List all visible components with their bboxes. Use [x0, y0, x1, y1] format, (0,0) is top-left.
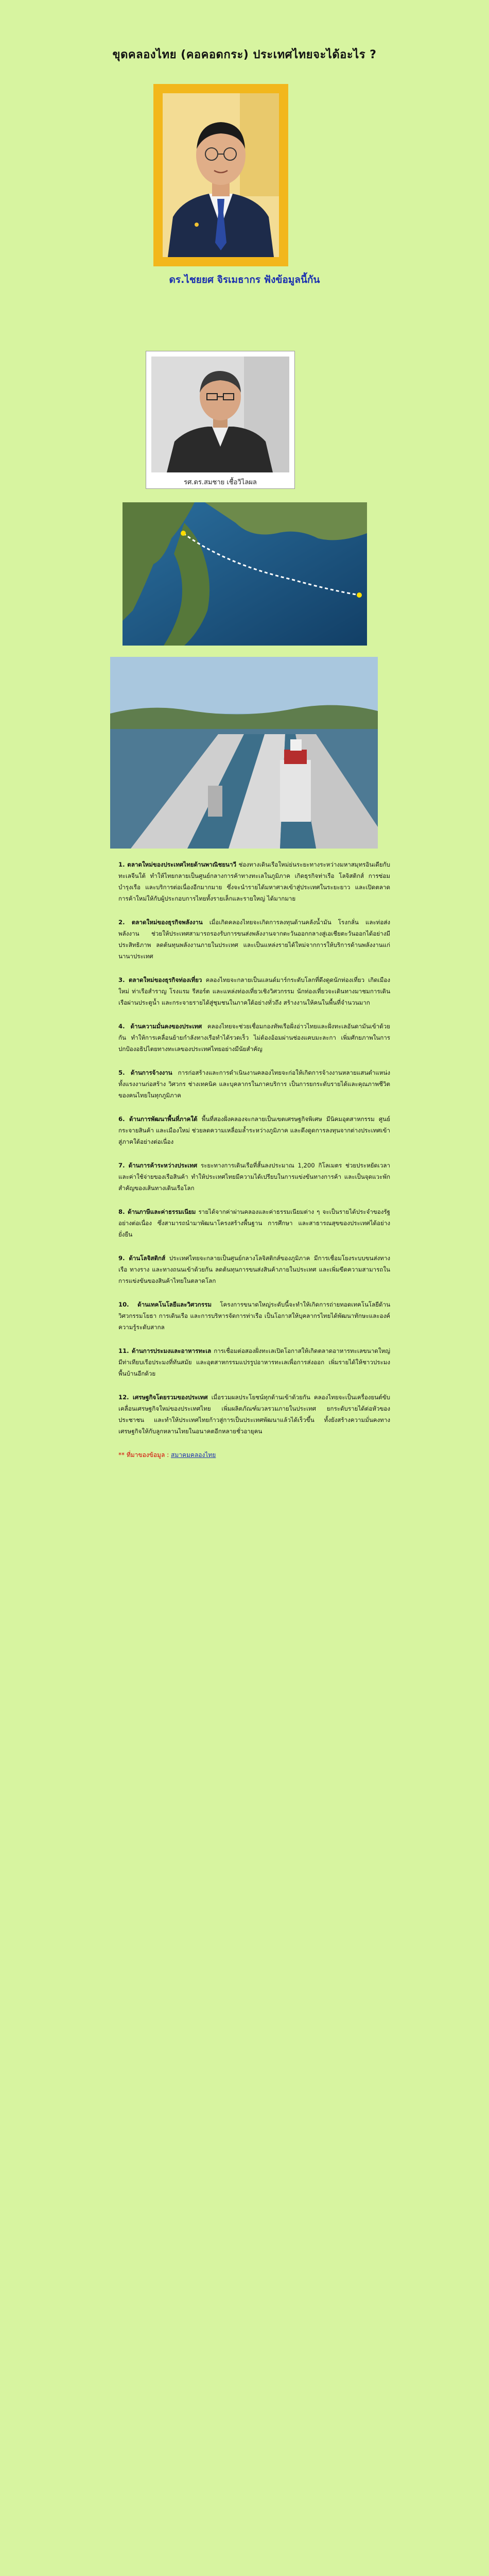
- speaker-photo-label: รศ.ดร.สมชาย เชื้อวิไลผล: [184, 479, 257, 486]
- section-heading: 11. ด้านการประมงและอาหารทะเล: [118, 1347, 212, 1354]
- source-link[interactable]: สมาคมคลองไทย: [171, 1451, 216, 1459]
- section-heading: 3. ตลาดใหม่ของธุรกิจท่องเที่ยว: [118, 976, 202, 984]
- section-heading: 7. ด้านการค้าระหว่างประเทศ: [118, 1162, 198, 1169]
- section-4: [118, 1021, 390, 1055]
- section-body: พื้นที่สองฝั่งคลองจะกลายเป็นเขตเศรษฐกิจพิเศษ มีนิคมอุตสาหกรรม ศูนย์กระจายสินค้า และเมืองใหม่ ช่วยลดความเหลื่อมล้ำระหว่างภูมิภาค และดึงดูดการลงทุนจากต่างประเทศเข้าสู่ภาคใต้อย่างต่อเนื่อง: [118, 1115, 390, 1145]
- section-heading: 10. ด้านเทคโนโลยีและวิศวกรรม: [118, 1301, 212, 1308]
- portrait-illustration: [163, 93, 279, 257]
- section-11: [118, 1345, 390, 1379]
- source-line: [118, 1449, 390, 1461]
- section-10: [118, 1299, 390, 1333]
- map-illustration: [123, 502, 367, 646]
- section-body: เมื่อรวมผลประโยชน์ทุกด้านเข้าด้วยกัน คลองไทยจะเป็นเครื่องยนต์ขับเคลื่อนเศรษฐกิจใหม่ของประเทศไทย เพิ่มผลิตภัณฑ์มวลรวมภายในประเทศ ยกระดับรายได้ต่อหัวของประชาชน และทำให้ประเทศไทยก้าวสู่การเป็นประเทศพัฒนาแล้วได้เร็วขึ้น ทั้งยังสร้างความมั่นคงทางเศรษฐกิจให้กับลูกหลานไทยในอนาคตอีกหลายชั่วอายุคน: [118, 1394, 390, 1435]
- section-body: การเชื่อมต่อสองฝั่งทะเลเปิดโอกาสให้เกิดตลาดอาหารทะเลขนาดใหญ่ มีท่าเทียบเรือประมงที่ทันสมัย และอุตสาหกรรมแปรรูปอาหารทะเลเพื่อการส่งออก เพิ่มรายได้ให้ชาวประมงพื้นบ้านอีกด้วย: [118, 1347, 390, 1377]
- section-9: [118, 1252, 390, 1286]
- section-body: การก่อสร้างและการดำเนินงานคลองไทยจะก่อให้เกิดการจ้างงานหลายแสนตำแหน่ง ทั้งแรงงานก่อสร้าง วิศวกร ช่างเทคนิค และบุคลากรในภาคบริการ เป็นการยกระดับรายได้และคุณภาพชีวิตของคนไทยในทุกภูมิภาค: [118, 1069, 390, 1099]
- section-5: [118, 1067, 390, 1101]
- canal-illustration: [110, 657, 378, 849]
- section-body: คลองไทยจะกลายเป็นแลนด์มาร์กระดับโลกที่ดึงดูดนักท่องเที่ยว เกิดเมืองใหม่ ท่าเรือสำราญ โรงแรม รีสอร์ต และแหล่งท่องเที่ยวเชิงวิศวกรรม นักท่องเที่ยวจะเดินทางมาชมการเดินเรือผ่านประตูน้ำ และกระจายรายได้สู่ชุมชนในภาคใต้อย่างทั่วถึง สร้างงานให้คนในพื้นที่จำนวนมาก: [118, 976, 391, 1006]
- portrait-photo: [163, 93, 279, 257]
- source-prefix: ** ที่มาของข้อมูล :: [118, 1451, 171, 1459]
- section-12: [118, 1392, 390, 1437]
- speaker-illustration: [146, 351, 294, 488]
- person-name-caption: ดร.ไชยยศ จิรเมธากร ฟังข้อมูลนี้กัน: [169, 274, 320, 285]
- portrait-frame: [153, 84, 288, 266]
- section-heading: 9. ด้านโลจิสติกส์: [118, 1255, 166, 1262]
- satellite-map-image: [123, 502, 367, 646]
- section-heading: 5. ด้านการจ้างงาน: [118, 1069, 172, 1076]
- speaker-photo: [146, 351, 295, 489]
- section-body: ประเทศไทยจะกลายเป็นศูนย์กลางโลจิสติกส์ของภูมิภาค มีการเชื่อมโยงระบบขนส่งทางเรือ ทางราง และทางถนนเข้าด้วยกัน ลดต้นทุนการขนส่งสินค้าภายในประเทศ และเพิ่มขีดความสามารถในการแข่งขันของสินค้าไทยในตลาดโลก: [118, 1255, 390, 1284]
- section-heading: 6. ด้านการพัฒนาพื้นที่ภาคใต้: [118, 1115, 198, 1123]
- section-heading: 1. ตลาดใหม่ของประเทศไทยด้านพาณิชยนาวี: [118, 861, 236, 868]
- section-1: [118, 859, 390, 904]
- section-body: ช่องทางเดินเรือใหม่ย่นระยะทางระหว่างมหาสมุทรอินเดียกับทะเลจีนใต้ ทำให้ไทยกลายเป็นศูนย์กลางการค้าทางทะเลในภูมิภาค เกิดธุรกิจท่าเรือ โลจิสติกส์ การซ่อมบำรุงเรือ และบริการต่อเนื่องอีกมากมาย ซึ่งจะนำรายได้มหาศาลเข้าสู่ประเทศในระยะยาว และเปิดตลาดการค้าใหม่ให้กับผู้ประกอบการไทยทั้งรายเล็กและรายใหญ่ ได้มากมาย: [118, 861, 390, 902]
- section-3: [118, 974, 390, 1008]
- section-heading: 2. ตลาดใหม่ของธุรกิจพลังงาน: [118, 919, 203, 926]
- section-6: [118, 1113, 390, 1147]
- page-title: ขุดคลองไทย (คอคอดกระ) ประเทศไทยจะได้อะไร ?: [112, 48, 377, 61]
- section-8: [118, 1206, 390, 1240]
- article-body: [118, 859, 390, 1461]
- section-body: ระยะทางการเดินเรือที่สั้นลงประมาณ 1,200 กิโลเมตร ช่วยประหยัดเวลาและค่าใช้จ่ายของเรือสินค้า ทำให้ประเทศไทยมีความได้เปรียบในการแข่งขันทางการค้า และเป็นจุดแวะพักสำคัญของเส้นทางเดินเรือโลก: [118, 1162, 390, 1192]
- section-body: รายได้จากค่าผ่านคลองและค่าธรรมเนียมต่าง ๆ จะเป็นรายได้ประจำของรัฐอย่างต่อเนื่อง ซึ่งสามารถนำมาพัฒนาโครงสร้างพื้นฐาน การศึกษา และสาธารณสุขของประเทศได้อย่างยั่งยืน: [118, 1208, 390, 1238]
- section-7: [118, 1160, 390, 1194]
- section-heading: 12. เศรษฐกิจโดยรวมของประเทศ: [118, 1394, 208, 1401]
- section-body: โครงการขนาดใหญ่ระดับนี้จะทำให้เกิดการถ่ายทอดเทคโนโลยีด้านวิศวกรรมโยธา การเดินเรือ และการบริหารจัดการท่าเรือ เป็นโอกาสให้บุคลากรไทยได้พัฒนาทักษะและองค์ความรู้ระดับสากล: [118, 1301, 391, 1331]
- section-heading: 8. ด้านภาษีและค่าธรรมเนียม: [118, 1208, 196, 1215]
- section-2: [118, 917, 390, 962]
- section-body: เมื่อเกิดคลองไทยจะเกิดการลงทุนด้านคลังน้ำมัน โรงกลั่น และท่อส่งพลังงาน ช่วยให้ประเทศสามารถรองรับการขนส่งพลังงานจากตะวันออกกลางสู่เอเชียตะวันออกได้อย่างมีประสิทธิภาพ ลดต้นทุนพลังงานภายในประเทศ และเป็นแหล่งรายได้ใหม่จากการให้บริการด้านพลังงานแก่นานาประเทศ: [118, 919, 391, 960]
- section-heading: 4. ด้านความมั่นคงของประเทศ: [118, 1023, 202, 1030]
- section-body: คลองไทยจะช่วยเชื่อมกองทัพเรือฝั่งอ่าวไทยและฝั่งทะเลอันดามันเข้าด้วยกัน ทำให้การเคลื่อนย้ายกำลังทางเรือทำได้รวดเร็ว ไม่ต้องอ้อมผ่านช่องแคบมะละกา เพิ่มศักยภาพในการปกป้องอธิปไตยทางทะเลของประเทศไทยอย่างมีนัยสำคัญ: [118, 1023, 391, 1053]
- canal-lock-image: [110, 657, 378, 849]
